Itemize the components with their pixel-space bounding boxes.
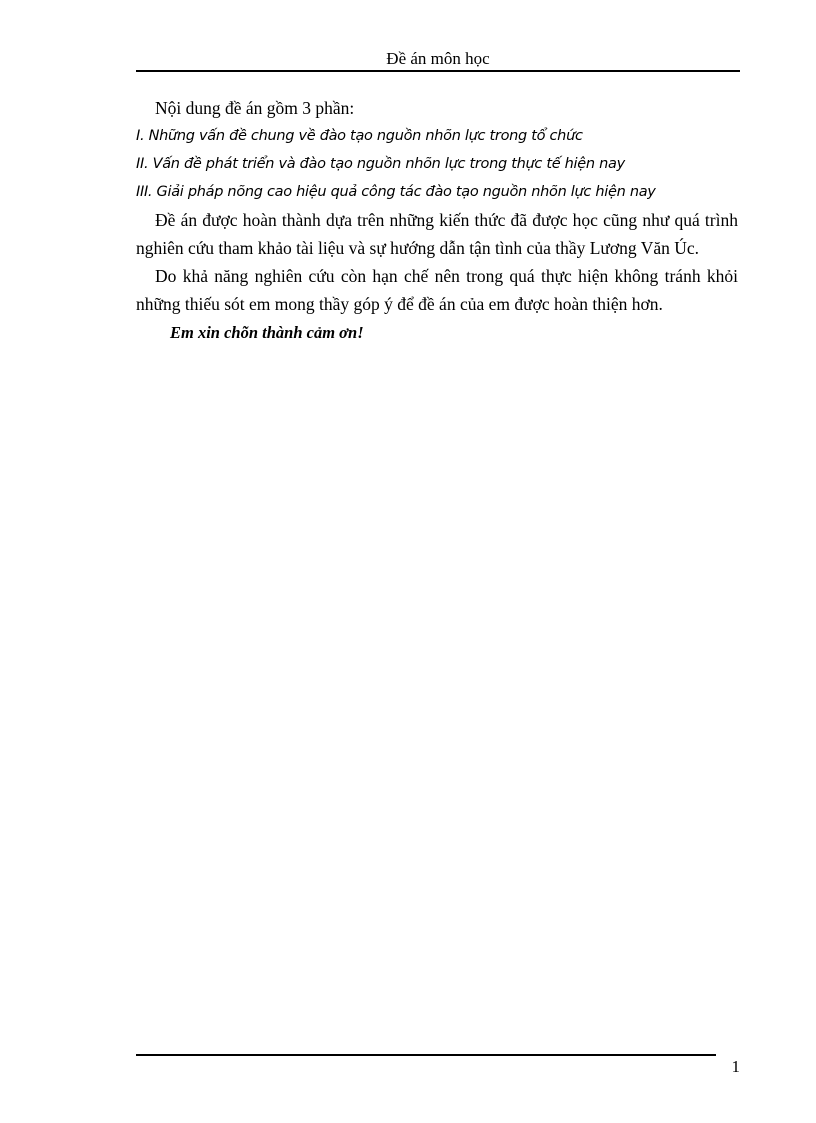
page-number: 1 (731, 1057, 740, 1076)
part-item-1: I. Những vấn đề chung về đào tạo nguồn nhõn lực trong tổ chức (136, 128, 583, 144)
intro-line: Nội dung đề án gồm 3 phần: (155, 98, 355, 118)
paragraph-completion: Đề án được hoàn thành dựa trên những kiến thức đã được học cũng như quá trình nghiên cứu tham khảo tài liệu và sự hướng dẫn tận tình của thầy Lương Văn Úc. (136, 210, 738, 258)
header-title: Đề án môn học (386, 49, 490, 68)
closing-thanks: Em xin chõn thành cảm ơn! (170, 323, 364, 342)
header-divider (136, 70, 740, 72)
document-body (136, 94, 738, 347)
part-item-2: II. Vấn đề phát triển và đào tạo nguồn nhõn lực trong thực tế hiện nay (136, 156, 625, 172)
footer-divider (136, 1054, 716, 1056)
part-item-3: III. Giải pháp nõng cao hiệu quả công tác đào tạo nguồn nhõn lực hiện nay (136, 184, 656, 200)
paragraph-limitations: Do khả năng nghiên cứu còn hạn chế nên trong quá thực hiện không tránh khỏi những thiếu sót em mong thầy góp ý để đề án của em được hoàn thiện hơn. (136, 266, 738, 314)
